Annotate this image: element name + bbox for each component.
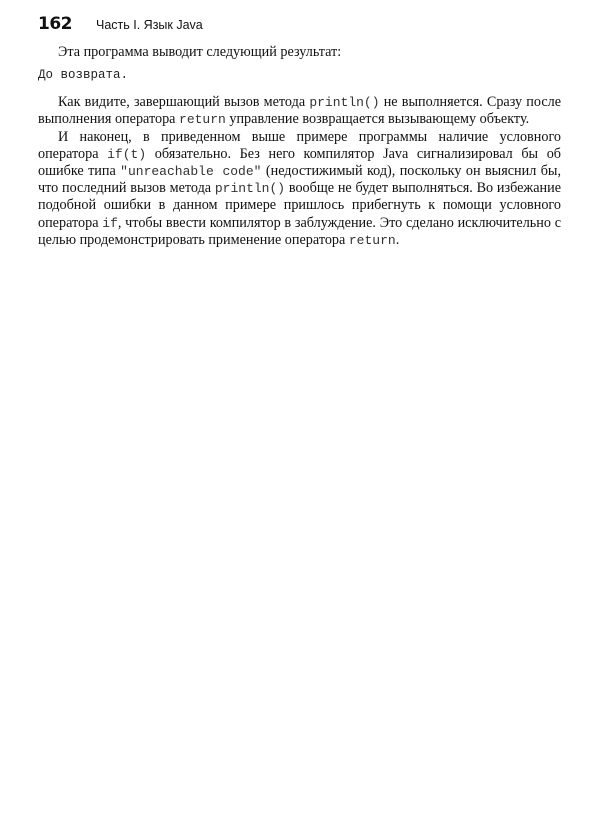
code-if-t: if(t) bbox=[107, 146, 147, 162]
page-content bbox=[38, 44, 561, 249]
text-run: (недостижимый код), поскольку он выяснил бы, что последний вызов метода bbox=[38, 163, 561, 197]
text-run: управление возвращается вызывающему объекту. bbox=[225, 111, 530, 128]
page-header bbox=[38, 14, 203, 34]
page-number: 162 bbox=[38, 14, 72, 34]
code-println: println() bbox=[214, 181, 286, 197]
code-return: return bbox=[348, 232, 396, 248]
text-run: И наконец, в приведенном выше примере программы наличие условного оператора bbox=[38, 128, 561, 162]
code-unreachable: "unreachable code" bbox=[120, 164, 262, 180]
code-return: return bbox=[179, 112, 226, 128]
text-run: обязательно. Без него компилятор Java сигнализировал бы об ошибке типа bbox=[38, 145, 562, 180]
paragraph-println-not-executed bbox=[38, 94, 561, 128]
code-println: println() bbox=[309, 95, 380, 111]
running-head: Часть I. Язык Java bbox=[96, 18, 203, 32]
program-output: До возврата. bbox=[38, 68, 129, 83]
text-run: не выполняется. Сразу после выполнения оператора bbox=[38, 94, 562, 128]
paragraph-if-condition bbox=[38, 129, 561, 249]
text-run: , чтобы ввести компилятор в заблуждение. Это сделано исключительно с целью продемонстрировать применение оператора bbox=[38, 214, 561, 248]
text-run: Как видите, завершающий вызов метода bbox=[58, 94, 310, 111]
code-if: if bbox=[102, 215, 118, 231]
intro-paragraph: Эта программа выводит следующий результат: bbox=[58, 44, 342, 60]
text-run: . bbox=[395, 231, 400, 248]
text-run: вообще не будет выполняться. Во избежание подобной ошибки в данном примере пришлось прибегнуть к помощи условного оператора bbox=[38, 180, 561, 231]
